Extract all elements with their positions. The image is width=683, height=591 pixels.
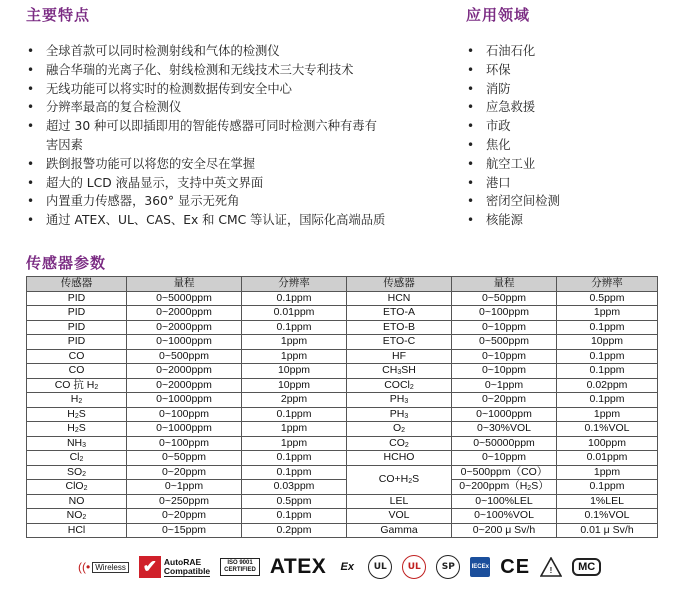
ce-logo: CE (500, 555, 531, 578)
table-cell: 0~20ppm (127, 509, 242, 524)
table-cell: 0~5000ppm (127, 291, 242, 306)
table-cell: $H_2S$ (27, 422, 127, 437)
table-cell: 1ppm (557, 306, 658, 321)
table-cell: CO (27, 364, 127, 379)
table-cell: 0~50ppm (452, 291, 557, 306)
application-item: • 市政 (464, 117, 560, 136)
table-cell: CO 抗 $H_2$ (27, 378, 127, 393)
ex-label: Ex (340, 561, 355, 573)
table-cell: 0.1ppm (242, 465, 347, 480)
table-cell: 0~10ppm (452, 451, 557, 466)
table-cell: 0~2000ppm (127, 364, 242, 379)
table-cell: 0.1ppm (557, 364, 658, 379)
table-cell: 0.5ppm (557, 291, 658, 306)
table-cell: 0.01ppm (242, 306, 347, 321)
table-cell: 0~20ppm (452, 393, 557, 408)
application-item: • 核能源 (464, 211, 560, 230)
application-item: • 港口 (464, 174, 560, 193)
table-cell: 1%LEL (557, 494, 658, 509)
table-cell: 0~1000ppm (127, 393, 242, 408)
table-cell: 0~1ppm (452, 378, 557, 393)
table-cell: 0.02ppm (557, 378, 658, 393)
table-cell: HCl (27, 523, 127, 538)
features-title: 主要特点 (26, 6, 91, 24)
autorae-logo (139, 556, 210, 578)
table-cell: 0.1%VOL (557, 509, 658, 524)
table-row (27, 422, 658, 437)
wireless-logo (78, 560, 129, 574)
table-cell: 0~250ppm (127, 494, 242, 509)
table-cell: 0.1ppm (242, 451, 347, 466)
feature-item: • 内置重力传感器，360° 显示无死角 (24, 192, 385, 211)
table-cell: 0~100%VOL (452, 509, 557, 524)
table-cell: 0~1ppm (127, 480, 242, 495)
table-cell: 0~1000ppm (127, 422, 242, 437)
application-item: • 环保 (464, 61, 560, 80)
table-cell: 0~20ppm (127, 465, 242, 480)
cmc-logo: MC (572, 558, 601, 576)
table-row (27, 306, 658, 321)
feature-item: • 超过 30 种可以即插即用的智能传感器可同时检测六种有毒有 (24, 117, 385, 136)
feature-item: • 全球首款可以同时检测射线和气体的检测仪 (24, 42, 385, 61)
table-cell: LEL (347, 494, 452, 509)
table-cell: 0.01ppm (557, 451, 658, 466)
table-cell: 0.1ppm (242, 509, 347, 524)
table-cell: $H_2S$ (27, 407, 127, 422)
table-cell: $CO_2$ (347, 436, 452, 451)
table-cell: 1ppm (242, 349, 347, 364)
header-range: 量程 (127, 277, 242, 292)
table-cell: ETO-C (347, 335, 452, 350)
sensors-title: 传感器参数 (26, 254, 107, 272)
table-cell: $CH_3SH$ (347, 364, 452, 379)
autorae-line1: AutoRAE (163, 556, 202, 567)
table-cell: 0~10ppm (452, 364, 557, 379)
ul-logo: UL (368, 555, 392, 579)
table-row (27, 393, 658, 408)
table-cell: HCN (347, 291, 452, 306)
table-row (27, 291, 658, 306)
sensor-table (26, 276, 658, 538)
table-cell: $CO+H_2S$ (347, 465, 452, 494)
table-cell: 0~15ppm (127, 523, 242, 538)
header-sensor: 传感器 (27, 277, 127, 292)
applications-title: 应用领域 (466, 6, 531, 24)
table-cell: 0~100ppm (452, 306, 557, 321)
table-cell: $PH_3$ (347, 393, 452, 408)
table-row (27, 451, 658, 466)
autorae-line2: Compatible (163, 565, 211, 576)
iso-line2: CERTIFIED (224, 567, 256, 573)
table-cell: 0~500ppm (127, 349, 242, 364)
table-cell: PID (27, 335, 127, 350)
table-cell: 0.1ppm (557, 480, 658, 495)
table-cell: 0.1ppm (557, 349, 658, 364)
table-cell: 0~1000ppm (127, 335, 242, 350)
table-cell: HCHO (347, 451, 452, 466)
table-cell: 0.1ppm (557, 320, 658, 335)
table-cell: 0.2ppm (242, 523, 347, 538)
table-cell: 0.01 μ Sv/h (557, 523, 658, 538)
table-header-row (27, 277, 658, 292)
atex-logo: ATEX (269, 555, 327, 578)
table-cell: 10ppm (557, 335, 658, 350)
table-row (27, 407, 658, 422)
table-row (27, 523, 658, 538)
table-row (27, 480, 658, 495)
table-cell: 0.03ppm (242, 480, 347, 495)
table-cell: 0~2000ppm (127, 306, 242, 321)
table-cell: 10ppm (242, 364, 347, 379)
feature-item: • 超大的 LCD 液晶显示，支持中英文界面 (24, 174, 385, 193)
table-cell: 0~2000ppm (127, 320, 242, 335)
table-cell: 1ppm (242, 436, 347, 451)
table-cell: 1ppm (242, 422, 347, 437)
table-cell: 0~30%VOL (452, 422, 557, 437)
application-item: • 航空工业 (464, 155, 560, 174)
table-cell: 0~100%LEL (452, 494, 557, 509)
check-icon: ✔ (139, 556, 161, 578)
header-resolution: 分辨率 (557, 277, 658, 292)
table-cell: NO (27, 494, 127, 509)
certification-logos (78, 552, 668, 582)
table-cell: $H_2$ (27, 393, 127, 408)
table-cell: 0~100ppm (127, 407, 242, 422)
ul-red-logo: UL (402, 555, 426, 579)
table-cell: 0~500ppm（CO） (452, 465, 557, 480)
application-item: • 焦化 (464, 136, 560, 155)
application-item: • 石油石化 (464, 42, 560, 61)
table-cell: 0.1ppm (242, 291, 347, 306)
table-cell: ClO$_2$ (27, 480, 127, 495)
table-cell: 0~50000ppm (452, 436, 557, 451)
table-cell: 0~2000ppm (127, 378, 242, 393)
header-range: 量程 (452, 277, 557, 292)
csa-logo: SP (436, 555, 460, 579)
table-cell: 0.5ppm (242, 494, 347, 509)
table-row (27, 509, 658, 524)
table-cell: PID (27, 320, 127, 335)
table-cell: $SO_2$ (27, 465, 127, 480)
iso-line1: ISO 9001 (227, 560, 253, 566)
table-cell: 0~1000ppm (452, 407, 557, 422)
table-cell: COCl$_2$ (347, 378, 452, 393)
table-cell: 0.1ppm (242, 320, 347, 335)
ex-logo (336, 556, 358, 578)
table-cell: ETO-B (347, 320, 452, 335)
table-row (27, 320, 658, 335)
table-cell: ETO-A (347, 306, 452, 321)
feature-item: • 分辨率最高的复合检测仪 (24, 98, 385, 117)
feature-item: • 无线功能可以将实时的检测数据传到安全中心 (24, 80, 385, 99)
table-cell: PID (27, 306, 127, 321)
table-cell: 100ppm (557, 436, 658, 451)
warning-triangle-icon (540, 557, 562, 577)
table-cell: $Cl_2$ (27, 451, 127, 466)
table-cell: 1ppm (242, 335, 347, 350)
table-cell: Gamma (347, 523, 452, 538)
feature-item: • 跌倒报警功能可以将您的安全尽在掌握 (24, 155, 385, 174)
table-cell: CO (27, 349, 127, 364)
table-cell: 0.1%VOL (557, 422, 658, 437)
table-cell: PID (27, 291, 127, 306)
svg-text:!: ! (549, 566, 553, 575)
iecex-logo: IECEx (470, 557, 490, 577)
feature-item: • 融合华瑞的光离子化、射线检测和无线技术三大专利技术 (24, 61, 385, 80)
table-cell: 0.1ppm (242, 407, 347, 422)
table-cell: 10ppm (242, 378, 347, 393)
header-sensor: 传感器 (347, 277, 452, 292)
table-cell: 0~10ppm (452, 320, 557, 335)
table-cell: $0\sim 200ppm(H_2S)$ (452, 480, 557, 495)
table-cell: 2ppm (242, 393, 347, 408)
table-cell: 0~500ppm (452, 335, 557, 350)
applications-list (464, 42, 560, 230)
table-cell: $O_2$ (347, 422, 452, 437)
wifi-icon: ((• (78, 560, 91, 574)
iso-logo (220, 558, 260, 576)
table-cell: $PH_3$ (347, 407, 452, 422)
feature-item: • 通过 ATEX、UL、CAS、Ex 和 CMC 等认证，国际化高端品质 (24, 211, 385, 230)
table-row (27, 349, 658, 364)
table-row (27, 378, 658, 393)
table-cell: $NH_3$ (27, 436, 127, 451)
table-cell: 1ppm (557, 465, 658, 480)
features-list (24, 42, 385, 230)
table-cell: 0~50ppm (127, 451, 242, 466)
application-item: • 密闭空间检测 (464, 192, 560, 211)
application-item: • 消防 (464, 80, 560, 99)
table-cell: 0~10ppm (452, 349, 557, 364)
table-row (27, 364, 658, 379)
table-cell: HF (347, 349, 452, 364)
table-cell: 0~100ppm (127, 436, 242, 451)
table-cell: 0.1ppm (557, 393, 658, 408)
table-row (27, 494, 658, 509)
table-cell: VOL (347, 509, 452, 524)
table-cell: 1ppm (557, 407, 658, 422)
table-row (27, 465, 658, 480)
table-row (27, 335, 658, 350)
table-row (27, 436, 658, 451)
wireless-label: Wireless (92, 562, 129, 573)
table-cell: $NO_2$ (27, 509, 127, 524)
table-cell: 0~200 μ Sv/h (452, 523, 557, 538)
feature-item-continuation: 害因素 (46, 137, 83, 152)
header-resolution: 分辨率 (242, 277, 347, 292)
application-item: • 应急救援 (464, 98, 560, 117)
